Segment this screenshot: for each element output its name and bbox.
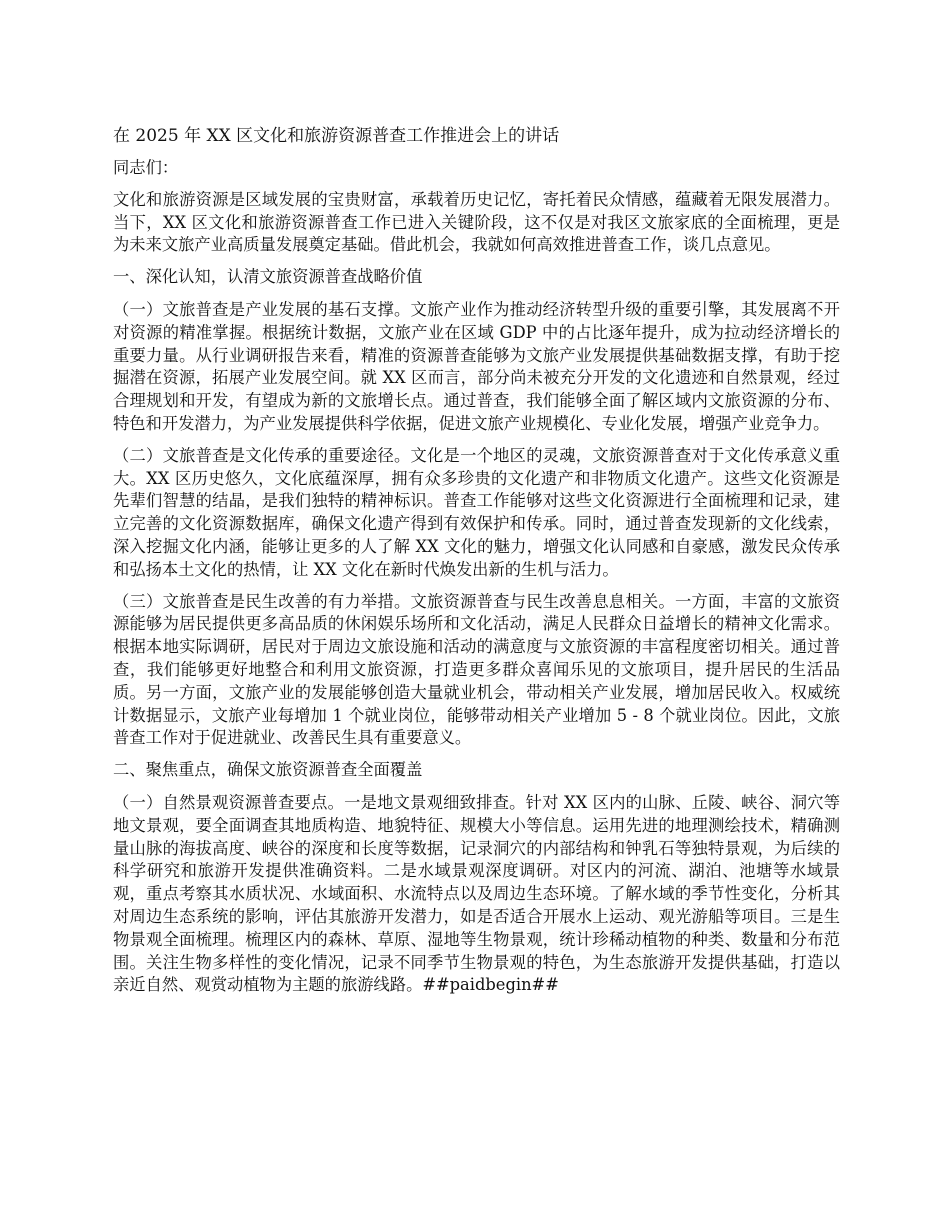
body-paragraph: （一）自然景观资源普查要点。一是地文景观细致排查。针对 XX 区内的山脉、丘陵、峡谷、洞穴等地文景观，要全面调查其地质构造、地貌特征、规模大小等信息。运用先进的地理测绘技术，精确测量山脉的海拔高度、峡谷的深度和长度等数据，记录洞穴的内部结构和钟乳石等独特景观，为后续的科学研究和旅游开发提供准确资料。二是水域景观深度调研。对区内的河流、湖泊、池塘等水域景观，重点考察其水质状况、水域面积、水流特点以及周边生态环境。了解水域的季节性变化，分析其对周边生态系统的影响，评估其旅游开发潜力，如是否适合开展水上运动、观光游船等项目。三是生物景观全面梳理。梳理区内的森林、草原、湿地等生物景观，统计珍稀动植物的种类、数量和分布范围。关注生物多样性的变化情况，记录不同季节生物景观的特色，为生态旅游开发提供基础，打造以亲近自然、观赏动植物为主题的旅游线路。##paidbegin## — [113, 792, 840, 995]
body-paragraph: （一）文旅普查是产业发展的基石支撑。文旅产业作为推动经济转型升级的重要引擎，其发展离不开对资源的精准掌握。根据统计数据，文旅产业在区域 GDP 中的占比逐年提升，成为拉动经济增长的重要力量。从行业调研报告来看，精准的资源普查能够为文旅产业发展提供基础数据支撑，有助于挖掘潜在资源，拓展产业发展空间。就 XX 区而言，部分尚未被充分开发的文化遗迹和自然景观，经过合理规划和开发，有望成为新的文旅增长点。通过普查，我们能够全面了解区域内文旅资源的分布、特色和开发潜力，为产业发展提供科学依据，促进文旅产业规模化、专业化发展，增强产业竞争力。 — [113, 299, 840, 433]
body-paragraph: （三）文旅普查是民生改善的有力举措。文旅资源普查与民生改善息息相关。一方面，丰富的文旅资源能够为居民提供更多高品质的休闲娱乐场所和文化活动，满足人民群众日益增长的精神文化需求。根据本地实际调研，居民对于周边文旅设施和活动的满意度与文旅资源的丰富程度密切相关。通过普查，我们能够更好地整合和利用文旅资源，打造更多群众喜闻乐见的文旅项目，提升居民的生活品质。另一方面，文旅产业的发展能够创造大量就业机会，带动相关产业发展，增加居民收入。权威统计数据显示，文旅产业每增加 1 个就业岗位，能够带动相关产业增加 5 - 8 个就业岗位。因此，文旅普查工作对于促进就业、改善民生具有重要意义。 — [113, 591, 840, 748]
salutation: 同志们： — [113, 158, 179, 177]
section-heading: 一、深化认知，认清文旅资源普查战略价值 — [113, 267, 423, 287]
document-title: 在 2025 年 XX 区文化和旅游资源普查工作推进会上的讲话 — [113, 126, 560, 146]
section-heading: 二、聚焦重点，确保文旅资源普查全面覆盖 — [113, 760, 423, 780]
intro-paragraph: 文化和旅游资源是区域发展的宝贵财富，承载着历史记忆，寄托着民众情感，蕴藏着无限发展潜力。当下，XX 区文化和旅游资源普查工作已进入关键阶段，这不仅是对我区文旅家底的全面梳理，更是为未来文旅产业高质量发展奠定基础。借此机会，我就如何高效推进普查工作，谈几点意见。 — [113, 189, 840, 255]
body-paragraph: （二）文旅普查是文化传承的重要途径。文化是一个地区的灵魂，文旅资源普查对于文化传承意义重大。XX 区历史悠久，文化底蕴深厚，拥有众多珍贵的文化遗产和非物质文化遗产。这些文化资源是先辈们智慧的结晶，是我们独特的精神标识。普查工作能够对这些文化资源进行全面梳理和记录，建立完善的文化资源数据库，确保文化遗产得到有效保护和传承。同时，通过普查发现新的文化线索，深入挖掘文化内涵，能够让更多的人了解 XX 文化的魅力，增强文化认同感和自豪感，激发民众传承和弘扬本土文化的热情，让 XX 文化在新时代焕发出新的生机与活力。 — [113, 445, 840, 579]
